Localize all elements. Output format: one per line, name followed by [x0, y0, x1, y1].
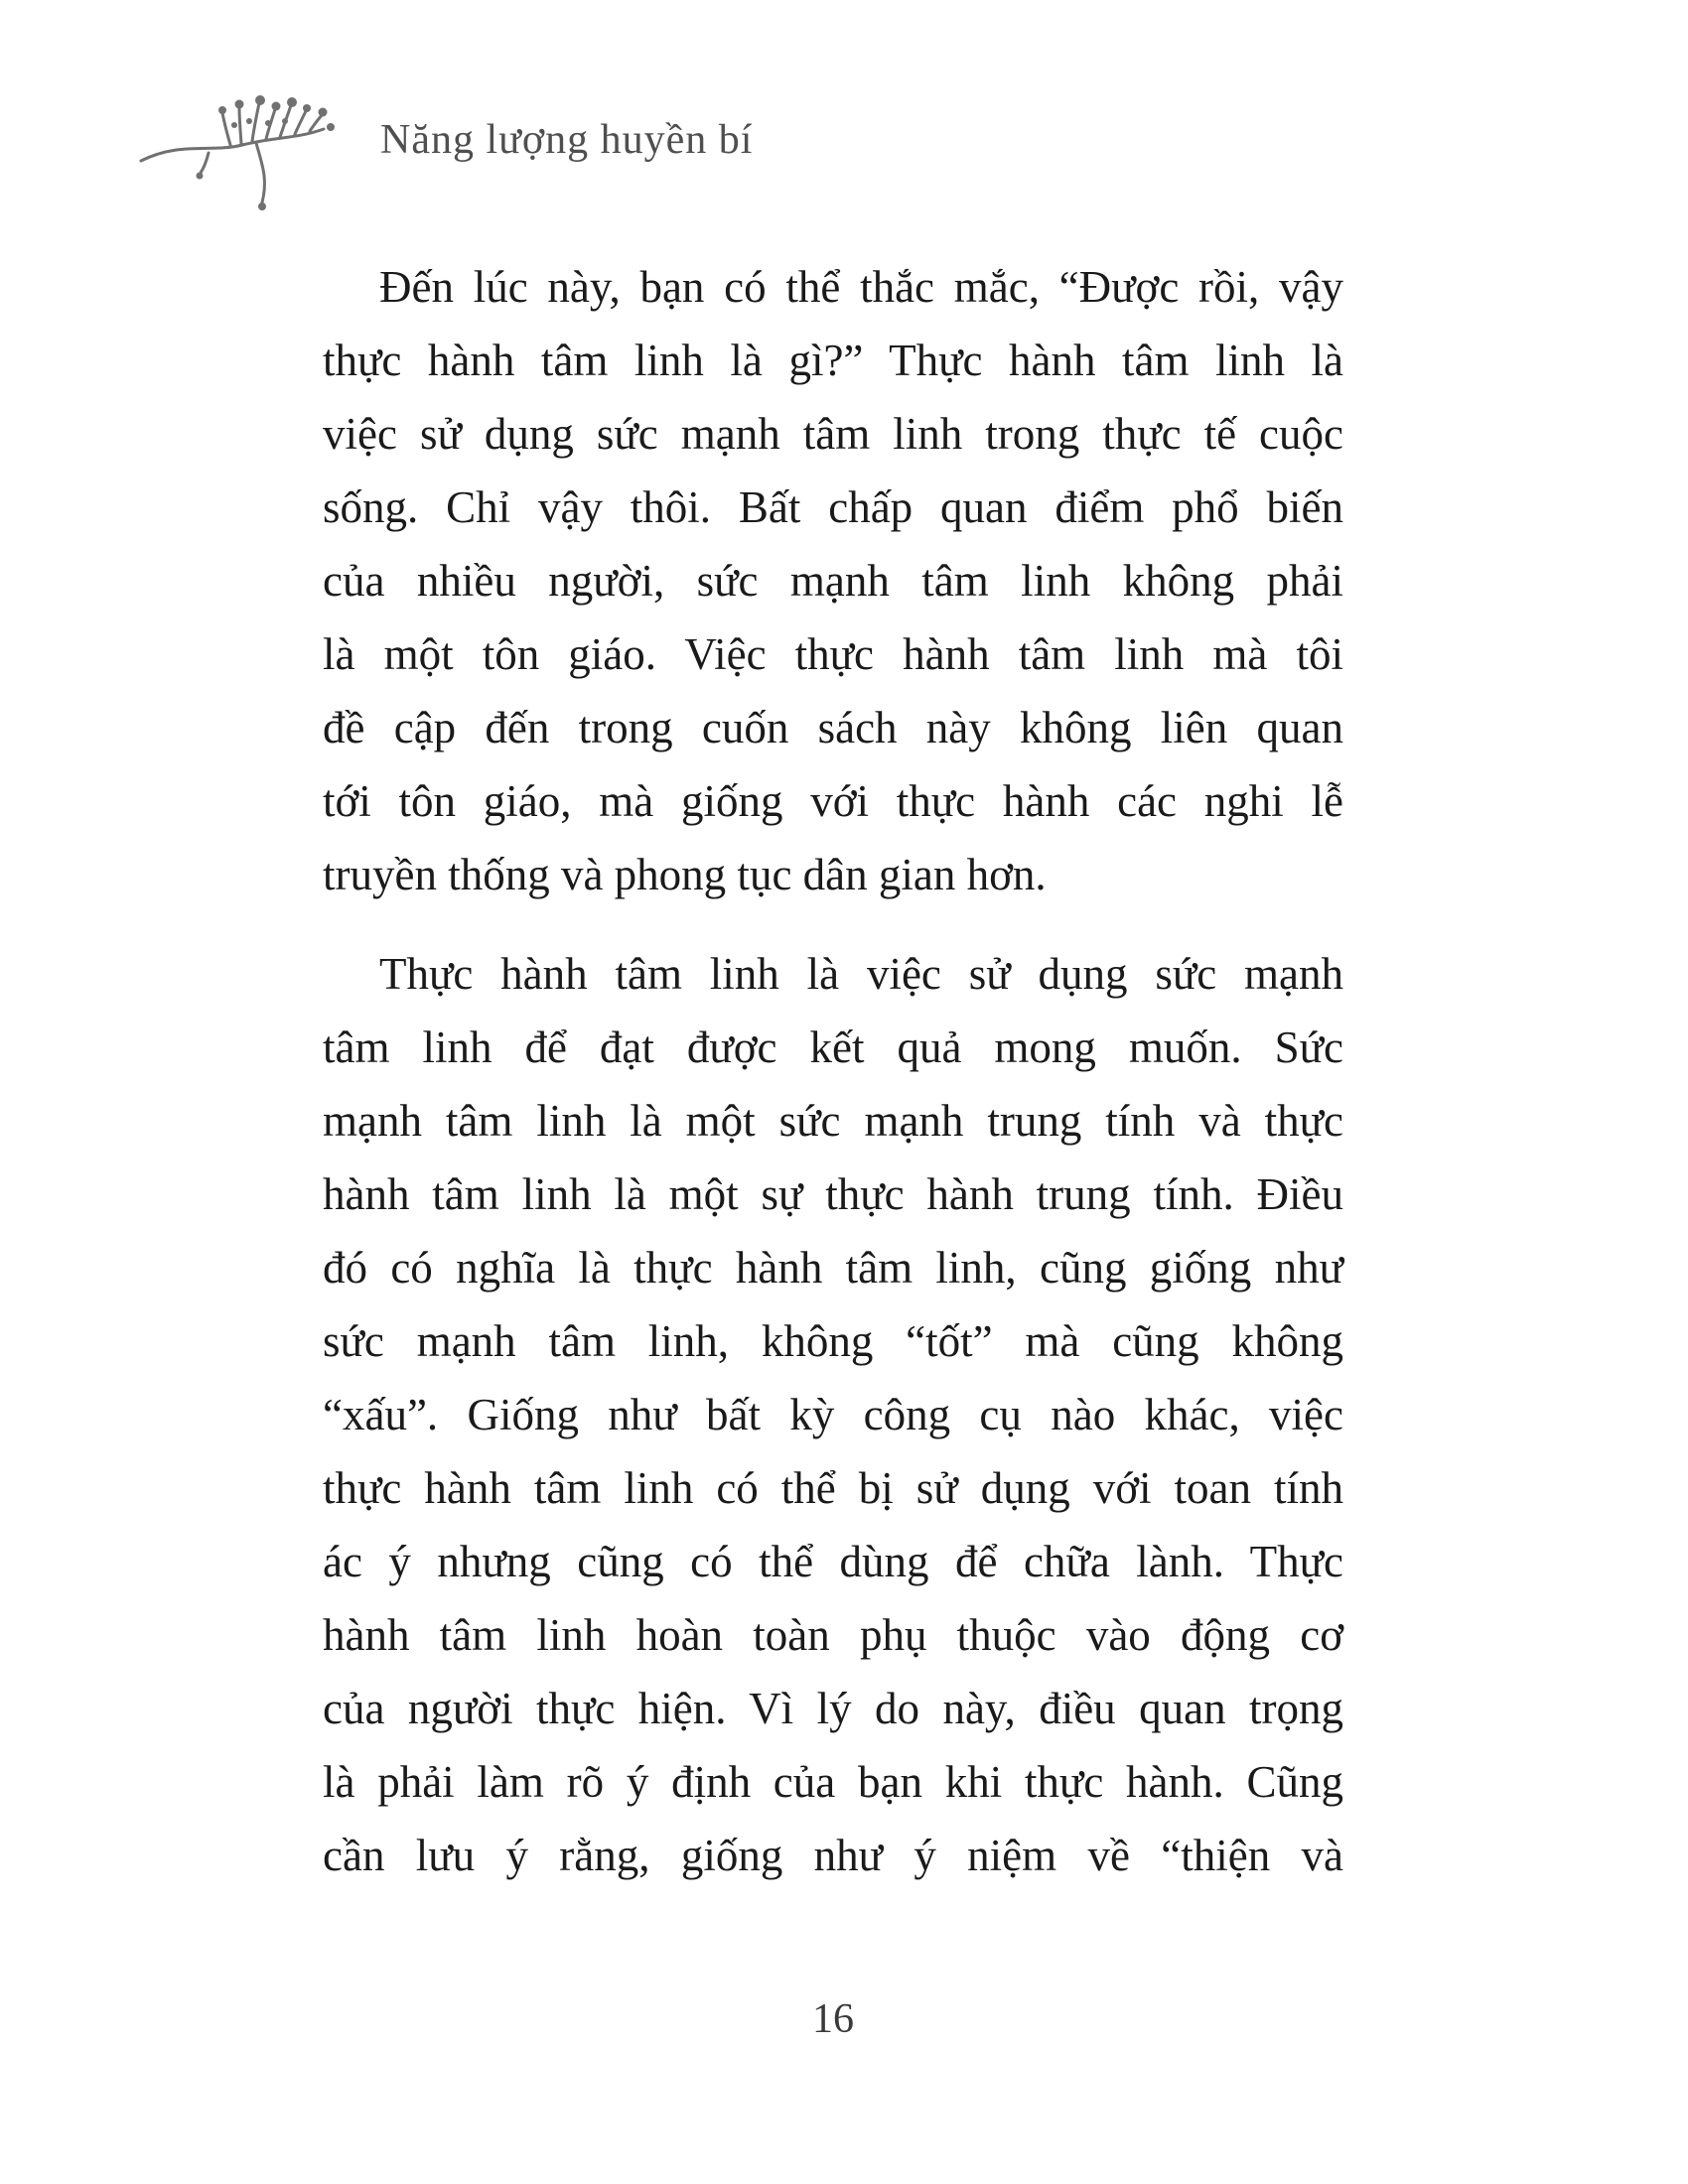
text-line: là phải làm rõ ý định của bạn khi thực hành. Cũng [323, 1757, 1343, 1807]
text-line: của nhiều người, sức mạnh tâm linh không phải [323, 556, 1343, 606]
text-line: là một tôn giáo. Việc thực hành tâm linh mà tôi [323, 629, 1343, 679]
page-number: 16 [812, 1996, 854, 2042]
paragraph-1 [323, 250, 1343, 911]
text-line: của người thực hiện. Vì lý do này, điều quan trọng [323, 1684, 1343, 1733]
text-line: sống. Chỉ vậy thôi. Bất chấp quan điểm phổ biến [323, 482, 1343, 532]
text-line: sức mạnh tâm linh, không “tốt” mà cũng không [323, 1316, 1343, 1366]
text-line: Đến lúc này, bạn có thể thắc mắc, “Được rồi, vậy [379, 262, 1343, 312]
running-header-title: Năng lượng huyền bí [380, 117, 754, 163]
branch-ornament-icon [139, 77, 352, 216]
text-line: ác ý nhưng cũng có thể dùng để chữa lành. Thực [323, 1537, 1343, 1586]
text-line: Thực hành tâm linh là việc sử dụng sức mạnh [379, 949, 1343, 999]
text-line: đó có nghĩa là thực hành tâm linh, cũng giống như [323, 1243, 1343, 1293]
text-line: tâm linh để đạt được kết quả mong muốn. Sức [323, 1023, 1343, 1072]
body-text [323, 250, 1343, 1892]
text-line: “xấu”. Giống như bất kỳ công cụ nào khác, việc [323, 1390, 1343, 1439]
text-line: hành tâm linh là một sự thực hành trung tính. Điều [323, 1169, 1343, 1219]
page-footer [323, 1995, 1343, 2043]
text-line: hành tâm linh hoàn toàn phụ thuộc vào động cơ [323, 1610, 1343, 1660]
text-line: đề cập đến trong cuốn sách này không liên quan [323, 703, 1343, 752]
text-line: cần lưu ý rằng, giống như ý niệm về “thiện và [323, 1831, 1343, 1880]
paragraph-2 [323, 937, 1343, 1892]
text-line: thực hành tâm linh có thể bị sử dụng với toan tính [323, 1463, 1343, 1513]
running-header [139, 77, 753, 216]
text-line: truyền thống và phong tục dân gian hơn. [323, 850, 1047, 899]
text-line: thực hành tâm linh là gì?” Thực hành tâm linh là [323, 336, 1343, 385]
text-line: tới tôn giáo, mà giống với thực hành các nghi lễ [323, 776, 1343, 826]
text-line: mạnh tâm linh là một sức mạnh trung tính và thực [323, 1096, 1343, 1146]
text-line: việc sử dụng sức mạnh tâm linh trong thực tế cuộc [323, 409, 1343, 459]
